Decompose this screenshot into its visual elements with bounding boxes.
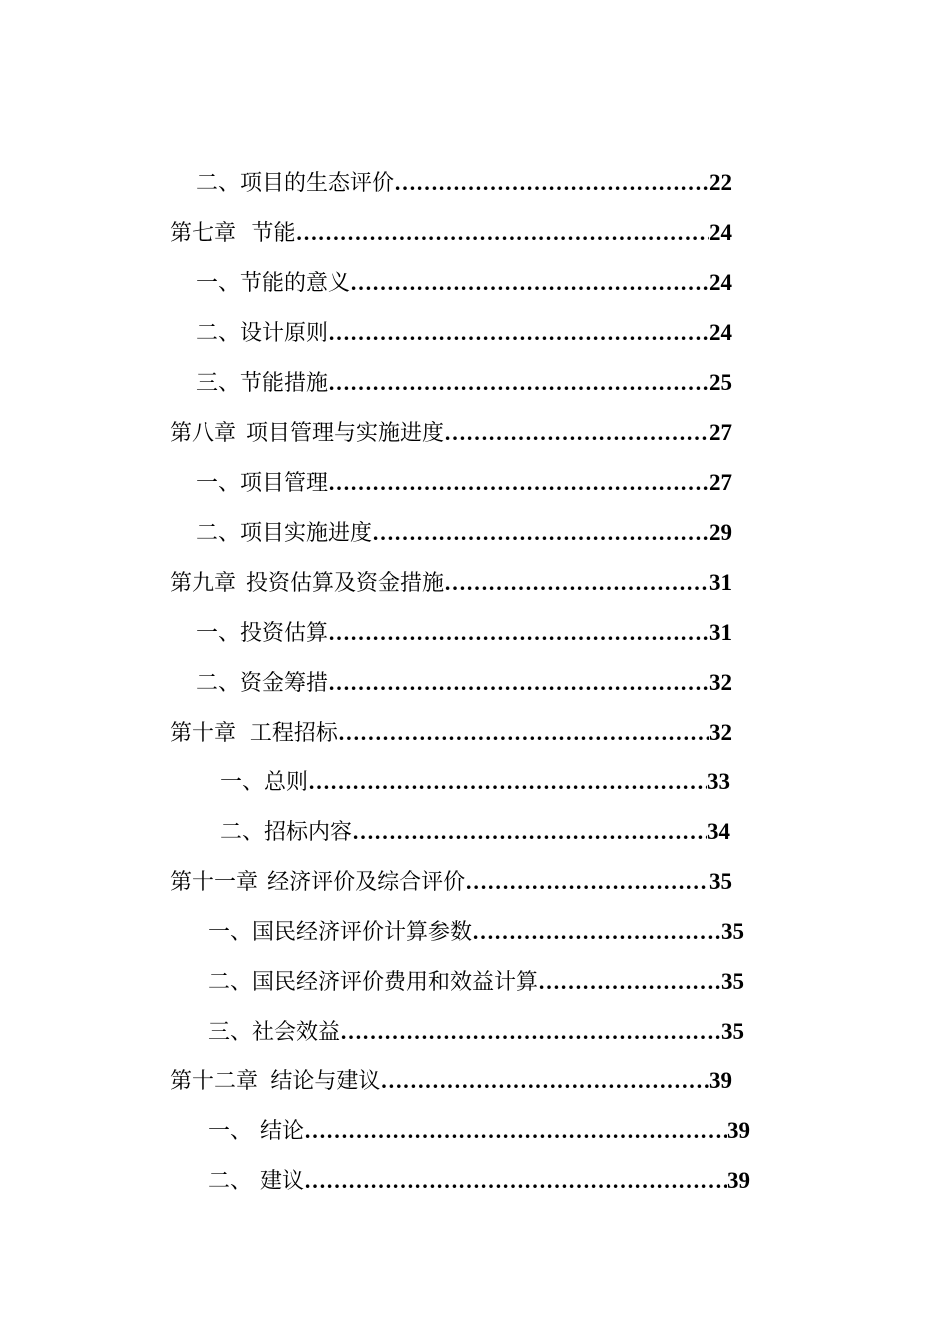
toc-entry-number: 三、 (208, 1020, 253, 1045)
toc-entry-page: 22 (709, 170, 732, 195)
toc-chapter[interactable] (170, 862, 732, 902)
toc-entry-number: 二、 (220, 820, 265, 845)
toc-dot-leader (328, 463, 709, 503)
toc-entry-number: 一、 (196, 621, 241, 646)
toc-entry-number: 一、 (208, 920, 253, 945)
toc-entry-title: 设计原则 (240, 321, 329, 346)
toc-dot-leader (328, 663, 709, 703)
toc-entry-page: 24 (709, 320, 732, 345)
toc-dot-leader (372, 513, 709, 553)
toc-chapter-title: 结论与建议 (270, 1069, 381, 1094)
toc-dot-leader (308, 762, 707, 802)
toc-entry[interactable] (208, 1161, 750, 1201)
toc-dot-leader (380, 1061, 709, 1101)
toc-entry-number: 二、 (196, 521, 241, 546)
toc-dot-leader (350, 263, 709, 303)
toc-entry-page: 34 (707, 819, 730, 844)
toc-dot-leader (340, 1012, 721, 1052)
toc-chapter-title: 工程招标 (249, 721, 338, 746)
toc-entry[interactable] (196, 513, 732, 553)
toc-dot-leader (328, 363, 709, 403)
toc-entry[interactable] (196, 663, 732, 703)
toc-dot-leader (444, 563, 709, 603)
toc-dot-leader (465, 862, 709, 902)
toc-dot-leader (352, 812, 707, 852)
toc-chapter[interactable] (170, 413, 732, 453)
toc-dot-leader (328, 313, 709, 353)
toc-entry[interactable] (196, 363, 732, 403)
toc-dot-leader (338, 713, 709, 753)
toc-entry-page: 39 (727, 1118, 750, 1143)
toc-entry[interactable] (196, 263, 732, 303)
toc-entry-page: 31 (709, 620, 732, 645)
toc-entry-title: 社会效益 (252, 1020, 341, 1045)
toc-entry[interactable] (220, 812, 730, 852)
toc-entry-page: 32 (709, 670, 732, 695)
toc-dot-leader (444, 413, 709, 453)
toc-entry-number: 二、 (196, 321, 241, 346)
toc-entry-number: 一、 (220, 770, 265, 795)
toc-entry[interactable] (196, 613, 732, 653)
toc-chapter[interactable] (170, 1061, 732, 1101)
toc-chapter-number: 第九章 (170, 571, 237, 596)
toc-entry-page: 24 (709, 270, 732, 295)
toc-entry[interactable] (196, 313, 732, 353)
toc-chapter-title: 投资估算及资金措施 (245, 571, 444, 596)
toc-dot-leader (304, 1161, 727, 1201)
toc-entry-title: 结论 (259, 1119, 304, 1144)
toc-chapter[interactable] (170, 713, 732, 753)
toc-entry-page: 39 (727, 1168, 750, 1193)
toc-chapter-page: 24 (709, 220, 732, 245)
toc-entry-number: 二、 (196, 171, 241, 196)
toc-chapter-page: 27 (709, 420, 732, 445)
toc-entry[interactable] (208, 912, 744, 952)
toc-chapter[interactable] (170, 563, 732, 603)
toc-chapter-title: 项目管理与实施进度 (245, 421, 444, 446)
toc-entry-title: 国民经济评价计算参数 (252, 920, 473, 945)
toc-entry-page: 33 (707, 769, 730, 794)
toc-entry-title: 总则 (264, 770, 309, 795)
toc-chapter-title: 节能 (251, 221, 296, 246)
toc-chapter-page: 32 (709, 720, 732, 745)
toc-chapter-number: 第十章 (170, 721, 237, 746)
toc-entry-number: 二、 (208, 1169, 253, 1194)
toc-entry-number: 一、 (196, 271, 241, 296)
toc-entry-number: 三、 (196, 371, 241, 396)
toc-entry-title: 投资估算 (240, 621, 329, 646)
toc-entry-page: 27 (709, 470, 732, 495)
toc-chapter-title: 经济评价及综合评价 (267, 870, 466, 895)
toc-chapter-page: 31 (709, 570, 732, 595)
toc-dot-leader (304, 1111, 727, 1151)
toc-chapter-number: 第七章 (170, 221, 237, 246)
toc-entry-page: 35 (721, 1019, 744, 1044)
toc-entry-title: 节能措施 (240, 371, 329, 396)
toc-entry-title: 国民经济评价费用和效益计算 (252, 970, 539, 995)
toc-dot-leader (296, 213, 709, 253)
toc-entry-number: 二、 (208, 970, 253, 995)
toc-entry[interactable] (208, 1012, 744, 1052)
toc-entry-title: 资金筹措 (240, 671, 329, 696)
toc-chapter-page: 39 (709, 1068, 732, 1093)
toc-entry-title: 项目的生态评价 (240, 171, 395, 196)
toc-entry[interactable] (196, 163, 732, 203)
toc-dot-leader (328, 613, 709, 653)
toc-chapter-number: 第八章 (170, 421, 237, 446)
toc-entry-title: 节能的意义 (240, 271, 351, 296)
toc-chapter-number: 第十二章 (170, 1069, 259, 1094)
toc-entry-title: 招标内容 (264, 820, 353, 845)
toc-entry-number: 一、 (208, 1119, 253, 1144)
toc-chapter-number: 第十一章 (170, 870, 259, 895)
toc-entry-title: 建议 (259, 1169, 304, 1194)
toc-entry-title: 项目管理 (240, 471, 329, 496)
toc-dot-leader (538, 962, 721, 1002)
toc-entry-page: 29 (709, 520, 732, 545)
toc-entry-page: 35 (721, 919, 744, 944)
toc-entry-page: 35 (721, 969, 744, 994)
toc-entry[interactable] (220, 762, 730, 802)
toc-entry-title: 项目实施进度 (240, 521, 373, 546)
toc-dot-leader (394, 163, 709, 203)
toc-chapter[interactable] (170, 213, 732, 253)
toc-entry-page: 25 (709, 370, 732, 395)
toc-chapter-page: 35 (709, 869, 732, 894)
toc-entry[interactable] (208, 1111, 750, 1151)
toc-dot-leader (472, 912, 721, 952)
toc-entry[interactable] (196, 463, 732, 503)
toc-entry-number: 二、 (196, 671, 241, 696)
toc-entry-number: 一、 (196, 471, 241, 496)
toc-entry[interactable] (208, 962, 744, 1002)
